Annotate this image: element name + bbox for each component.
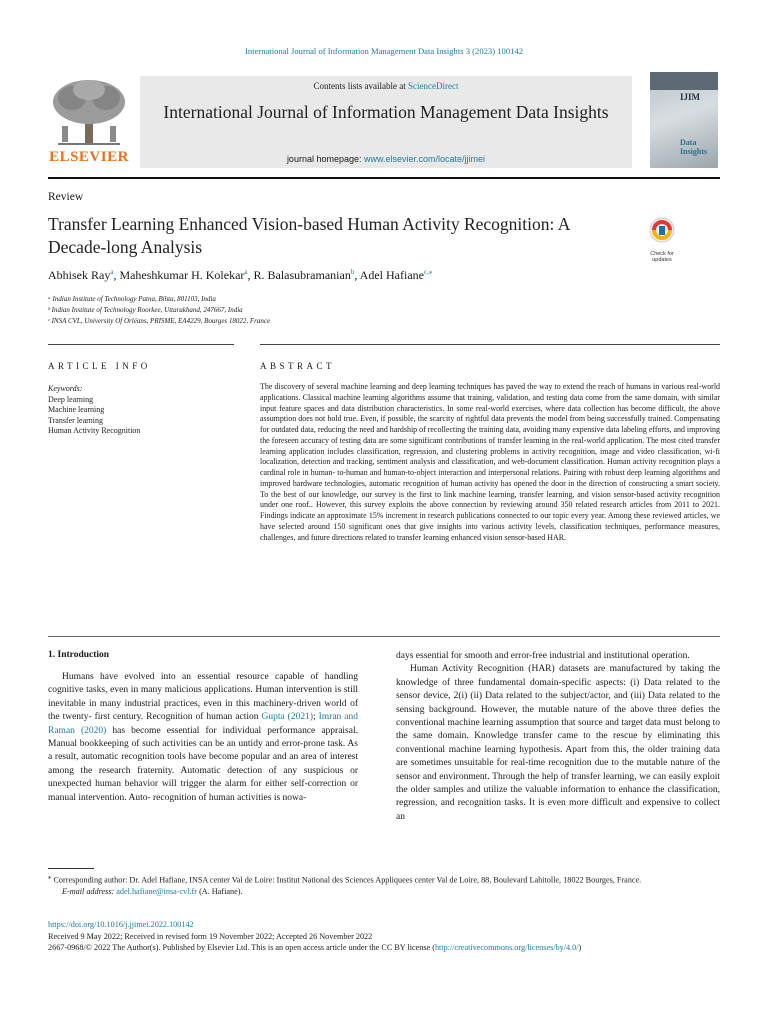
intro-paragraph-2: Human Activity Recognition (HAR) datasets are manufactured by taking the knowledge of three fundamental domain-specific aspects: (i) Data related to the sensor device, 2(i) (ii) Data related to the subject/actor, and (iii) Data related to the sensing background. However, the mutable nature of the above three defies the conventional machine learning assumption that source and target data must belong to the same domain. Knowledge transfer came to the rescue by eliminating this conventional machine learning hypothesis. Apart from this, the older training data are sometimes unsuitable for real-time recognition due to the mutable nature of the sensor and environment. Through the help of transfer learning, we can easily exploit the older samples and utilize the valuable information to enhance the classification, regression, and recognition tasks. It is even more difficult and expensive to collect an [396,664,720,822]
author-separator: , [354,268,360,282]
author-list [48,268,668,283]
citation-separator: ; [313,712,319,723]
affiliation-b: ᵇ Indian Institute of Technology Roorkee, Uttarakhand, 247667, India [48,306,243,314]
abstract-text: The discovery of several machine learning and deep learning techniques has paved the way to extend the reach of humans in various real-world applications. Classical machine learning algorithms assume that training, validation, and testing data come from the same domain, with similar input feature spaces and data distribution characteristics. In some real-world exercises, where data collection has become difficult, the above assumption does not hold true. Even, if possible, the scarcity of rightful data prevents the model from being successfully trained. Compensating for outdated data, reducing the need and hardship of recollecting the training data, avoiding many expensive data labeling efforts, and improving the foreseen accuracy of testing data are some significant contributions of transfer learning in the real-world application. The most cited transfer learning application includes classification, regression, and clustering problems in activity recognition, image and video classification, wi-fi localization, detection and tracking, sentiment analysis and classification, and web-document classification. Human activity recognition plays a cardinal role in human- to-human and human-to-object interaction and interpersonal relations. Pairing with robust deep learning algorithms and improved hardware technologies, automatic recognition of human activity has opened the door in the direction of constructing a smart society. To the best of our knowledge, our survey is the first to link machine learning, transfer learning, and vision sensor-based activity recognition under one roof.. However, this survey exploits the above connection by reviewing around 350 related research articles from 2011 to 2021. Findings indicate an approximate 15% increment in research publications connected to our topic every year. Among these reviewed articles, we have selected around 150 significant ones that give insights into various activity levels, classification techniques, performance measures, challenges, and future directions related to transfer learning enhanced vision sensor-based HAR. [260,382,720,542]
keywords-label: Keywords: [48,384,83,393]
publisher-name: ELSEVIER [49,149,129,165]
sciencedirect-link[interactable]: ScienceDirect [408,81,459,91]
keyword-item: Deep learning [48,394,94,404]
cover-name-line-1: Data [680,138,697,147]
doi-link[interactable]: https://doi.org/10.1016/j.jjimei.2022.100142 [48,920,194,929]
citation-gupta-2021[interactable]: Gupta (2021) [261,712,313,723]
author-separator: , [247,268,254,282]
author-2-affil[interactable]: a [244,268,248,276]
author-separator: , [113,268,120,282]
license-prefix: 2667-0968/© 2022 The Author(s). Published by Elsevier Ltd. This is an open access article under the CC BY license ( [48,943,435,952]
abstract-bottom-rule [48,636,720,637]
citation-imran-raman-2020[interactable]: Imran and Raman (2020) [48,712,359,736]
running-head[interactable]: International Journal of Information Management Data Insights 3 (2023) 100142 [244,46,524,56]
journal-band [140,76,632,168]
intro-text: Humans have evolved into an essential resource capable of handling cognitive tasks, even in many malicious applications. Human intervention is still inevitable in many industrial practices, even in this machinery-driven world of the twenty- first century. Recognition of human action [48,672,358,723]
article-info-heading: ARTICLE INFO [48,361,151,371]
contents-line [140,81,632,91]
homepage-link[interactable]: www.elsevier.com/locate/jjimei [364,154,486,164]
author-4-affil[interactable]: c,⁎ [423,268,433,276]
affiliations [48,294,270,327]
cover-name-line-2: Insights [680,147,708,156]
keyword-item: Machine learning [48,405,105,414]
author-4: Adel Hafiane [359,268,424,282]
license-suffix: ) [578,943,582,952]
contents-prefix: Contents lists available at [313,81,408,91]
intro-text: has become essential for individual performance appraisal. Manual bookkeeping of such activities can be an untidy and error-prone task. As a result, automatic recognition tools have become popular and an area of interest among the research fraternity. Automatic detection of any suspicious or unexpected human behavior will trigger the alarm for either self-correction or manual intervention. Auto- recognition of human activities is nowa- [48,725,358,803]
corresponding-author-note [48,872,720,886]
article-info-rule [48,344,234,345]
check-for-updates-badge[interactable] [640,216,684,263]
cover-top-band [650,72,718,90]
keyword-item: Human Activity Recognition [48,426,141,435]
intro-left-column [48,671,358,805]
author-3-affil[interactable]: b [350,268,355,276]
intro-paragraph-1 [48,671,358,805]
author-1: Abhisek Ray [48,268,111,282]
license-link[interactable]: http://creativecommons.org/licenses/by/4.0/ [434,943,579,952]
journal-title: International Journal of Information Management Data Insights [163,102,609,122]
section-heading-introduction: 1. Introduction [48,650,110,660]
author-3: R. Balasubramanian [253,268,351,282]
email-label: E-mail address: [62,887,117,897]
journal-cover[interactable] [650,72,718,168]
tree-icon [48,76,130,148]
article-title: Transfer Learning Enhanced Vision-based Human Activity Recognition: A Decade-long Analysis [48,214,570,257]
check-badge-line-1: Check for [650,251,674,257]
article-history: Received 9 May 2022; Received in revised form 19 November 2022; Accepted 26 November 2022 [48,931,373,941]
email-link[interactable]: adel.hafiane@insa-cvl.fr [116,887,198,897]
check-badge-line-2: updates [652,257,672,263]
keywords-block [48,384,140,437]
corresponding-author-text: Corresponding author: Dr. Adel Hafiane, INSA center Val de Loire: Institut National des Sciences Appliquees center Val de Loire, 88, Boulevard Lahitolle, 18022 Bourges, France. [51,875,642,885]
publication-info [48,919,720,954]
cover-name [680,138,707,156]
affiliation-a: ᵃ Indian Institute of Technology Patna, Bihta, 801103, India [48,295,216,303]
footnote-marker: ⁎ [48,874,52,881]
elsevier-logo[interactable] [48,76,130,168]
abstract-heading: ABSTRACT [260,361,336,371]
homepage-prefix: journal homepage: [286,154,364,164]
abstract-rule [260,344,720,345]
email-suffix: (A. Hafiane). [197,887,243,897]
footnote [48,872,720,898]
cover-abbreviation: IJIM [680,92,700,102]
author-2: Maheshkumar H. Kolekar [119,268,245,282]
keyword-item: Transfer learning [48,415,104,425]
article-type: Review [48,191,84,203]
author-1-affil[interactable]: a [110,268,114,276]
email-line [48,886,720,898]
intro-paragraph-1-continued: days essential for smooth and error-free industrial and institutional operation. [396,651,690,661]
check-updates-icon [640,216,684,246]
masthead-rule [48,177,720,179]
masthead [48,68,720,172]
license-line [48,942,720,954]
footnote-rule [48,868,94,869]
journal-homepage [140,154,632,164]
intro-right-column [396,650,720,824]
affiliation-c: ᶜ INSA CVL, University Of Orléans, PRISME, EA4229, Bourges 18022, France [48,317,271,325]
